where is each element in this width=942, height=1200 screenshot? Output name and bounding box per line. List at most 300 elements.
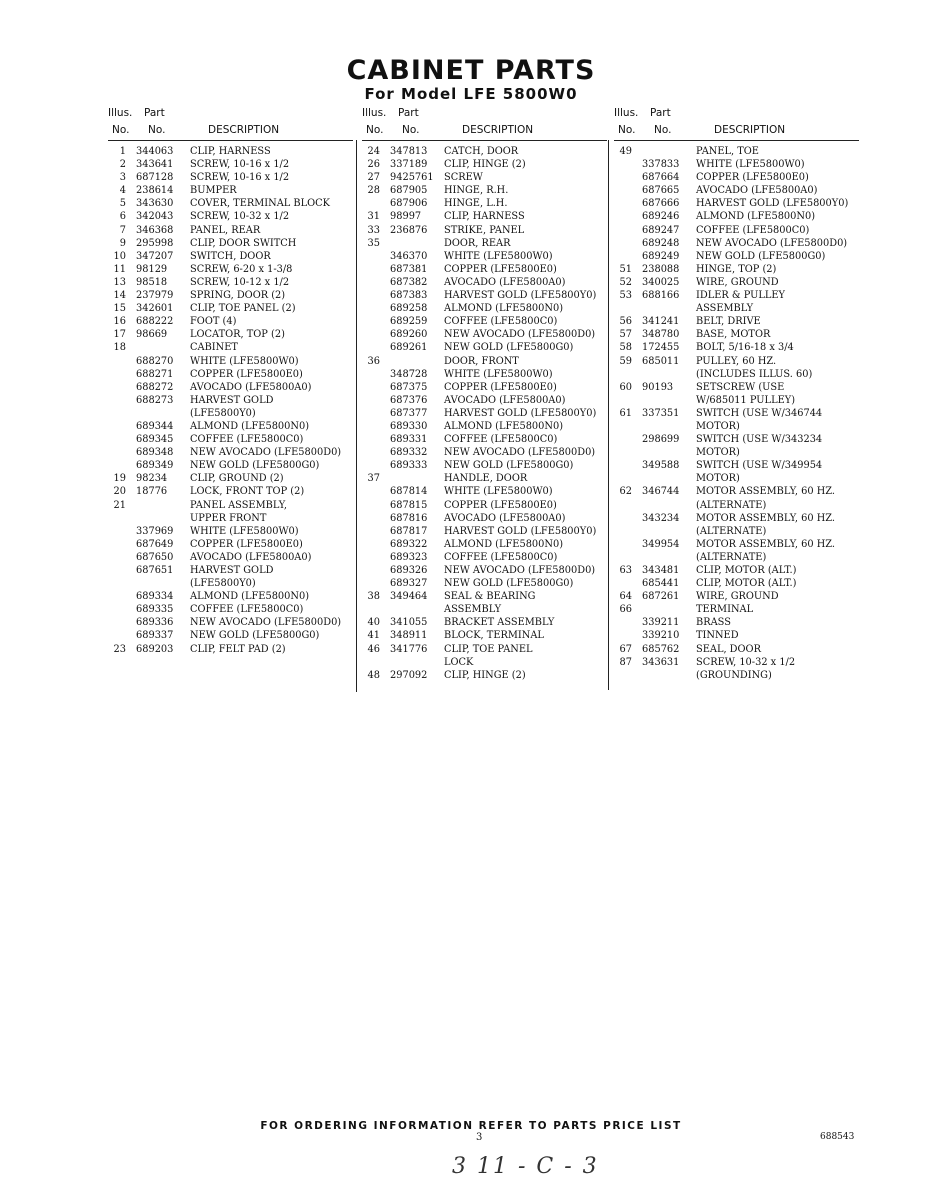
description-cell: SCREW xyxy=(444,172,483,184)
description-cell: NEW GOLD (LFE5800G0) xyxy=(696,250,826,262)
description-cell: CATCH, DOOR xyxy=(444,146,519,157)
parts-column-3 xyxy=(614,107,859,682)
description-cell: WHITE (LFE5800W0) xyxy=(444,486,553,498)
description-cell: SCREW, 10-32 x 1/2 xyxy=(190,211,290,223)
table-row xyxy=(614,263,859,276)
part-no-cell: 342601 xyxy=(136,303,174,315)
illus-no-cell: 35 xyxy=(367,237,380,249)
description-cell: WHITE (LFE5800W0) xyxy=(444,368,553,380)
description-cell: SCREW, 10-12 x 1/2 xyxy=(190,276,290,288)
description-cell: COFFEE (LFE5800C0) xyxy=(444,434,558,446)
illus-no-cell: 61 xyxy=(619,407,632,419)
description-cell: NEW AVOCADO (LFE5800D0) xyxy=(190,617,342,629)
table-row xyxy=(108,525,353,538)
column-header xyxy=(108,107,353,141)
table-row xyxy=(108,302,353,315)
table-row xyxy=(362,499,607,512)
parts-column-2 xyxy=(362,107,607,682)
illus-no-cell: 60 xyxy=(619,381,632,393)
table-row xyxy=(362,446,607,459)
table-row xyxy=(614,276,859,289)
illus-no-cell: 11 xyxy=(113,263,126,275)
description-cell: SWITCH (USE W/343234 xyxy=(696,434,823,446)
description-cell: CLIP, HINGE (2) xyxy=(444,159,526,171)
part-no-cell: 689344 xyxy=(136,420,174,432)
table-row xyxy=(108,224,353,237)
table-row xyxy=(362,472,607,485)
part-no-cell: 689246 xyxy=(642,211,680,223)
column-divider xyxy=(608,140,609,690)
parts-column-1 xyxy=(108,107,353,656)
description-cell: CLIP, TOE PANEL xyxy=(444,643,533,655)
part-no-cell: 295998 xyxy=(136,237,174,249)
table-row xyxy=(108,446,353,459)
table-row xyxy=(362,459,607,472)
table-row xyxy=(614,250,859,263)
table-row xyxy=(108,538,353,551)
header-description: DESCRIPTION xyxy=(462,124,534,136)
description-cell: NEW AVOCADO (LFE5800D0) xyxy=(444,329,596,341)
part-no-cell: 685762 xyxy=(642,643,680,655)
description-cell: SWITCH, DOOR xyxy=(190,250,271,262)
part-no-cell: 9425761 xyxy=(390,172,434,184)
description-cell: AVOCADO (LFE5800A0) xyxy=(444,276,566,288)
column-header xyxy=(614,107,859,141)
description-cell: HINGE, R.H. xyxy=(444,185,509,197)
column-divider xyxy=(356,140,357,692)
description-cell: NEW GOLD (LFE5800G0) xyxy=(444,578,574,590)
description-cell: TERMINAL xyxy=(696,604,754,616)
part-no-cell: 689336 xyxy=(136,617,174,629)
description-cell: ALMOND (LFE5800N0) xyxy=(444,303,564,315)
description-cell: DOOR, FRONT xyxy=(444,355,519,367)
header-part-no: No. xyxy=(654,124,672,136)
part-no-cell: 689333 xyxy=(390,460,428,472)
table-row xyxy=(108,643,353,656)
part-no-cell: 689349 xyxy=(136,460,174,472)
table-row xyxy=(362,315,607,328)
description-cell: WIRE, GROUND xyxy=(696,276,779,288)
table-row xyxy=(362,616,607,629)
table-row xyxy=(108,616,353,629)
part-no-cell: 687376 xyxy=(390,394,428,406)
part-no-cell: 687261 xyxy=(642,591,680,603)
part-no-cell: 172455 xyxy=(642,342,680,354)
table-row xyxy=(108,210,353,223)
description-cell: NEW AVOCADO (LFE5800D0) xyxy=(190,447,342,459)
part-no-cell: 689327 xyxy=(390,578,428,590)
table-row xyxy=(362,394,607,407)
table-row xyxy=(614,459,859,472)
table-row xyxy=(108,341,353,354)
part-no-cell: 688273 xyxy=(136,394,174,406)
part-no-cell: 349464 xyxy=(390,591,428,603)
description-cell: ASSEMBLY xyxy=(696,303,754,315)
table-row xyxy=(614,603,859,616)
table-row xyxy=(362,250,607,263)
illus-no-cell: 58 xyxy=(619,342,632,354)
illus-no-cell: 48 xyxy=(367,669,380,681)
part-no-cell: 348911 xyxy=(390,630,428,642)
description-cell: BRACKET ASSEMBLY xyxy=(444,617,555,629)
page-number: 3 xyxy=(476,1132,483,1143)
table-row xyxy=(362,224,607,237)
table-row xyxy=(108,381,353,394)
table-row xyxy=(108,420,353,433)
description-cell: SWITCH (USE W/346744 xyxy=(696,407,823,419)
header-part-no: No. xyxy=(148,124,166,136)
illus-no-cell: 5 xyxy=(119,198,126,210)
illus-no-cell: 13 xyxy=(113,276,126,288)
table-row xyxy=(362,564,607,577)
illus-no-cell: 67 xyxy=(619,643,632,655)
description-cell: IDLER & PULLEY xyxy=(696,290,786,302)
part-no-cell: 18776 xyxy=(136,486,168,498)
part-no-cell: 349588 xyxy=(642,460,680,472)
table-row xyxy=(362,669,607,682)
description-cell: MOTOR) xyxy=(696,473,740,485)
description-cell: MOTOR ASSEMBLY, 60 HZ. xyxy=(696,512,836,524)
part-no-cell: 348780 xyxy=(642,329,680,341)
description-cell: CLIP, HARNESS xyxy=(444,211,525,223)
part-no-cell: 339210 xyxy=(642,630,680,642)
illus-no-cell: 20 xyxy=(113,486,126,498)
description-cell: COVER, TERMINAL BLOCK xyxy=(190,198,330,210)
illus-no-cell: 57 xyxy=(619,329,632,341)
table-row xyxy=(614,302,859,315)
table-row xyxy=(362,433,607,446)
illus-no-cell: 14 xyxy=(113,290,126,302)
description-cell: AVOCADO (LFE5800A0) xyxy=(696,185,818,197)
part-no-cell: 689348 xyxy=(136,447,174,459)
part-no-cell: 688270 xyxy=(136,355,174,367)
table-row xyxy=(362,263,607,276)
table-row xyxy=(362,158,607,171)
part-no-cell: 689247 xyxy=(642,224,680,236)
table-row xyxy=(108,499,353,512)
description-cell: SWITCH (USE W/349954 xyxy=(696,460,823,472)
part-no-cell: 687649 xyxy=(136,538,174,550)
part-no-cell: 343631 xyxy=(642,656,680,668)
description-cell: CLIP, MOTOR (ALT.) xyxy=(696,565,797,576)
description-cell: AVOCADO (LFE5800A0) xyxy=(190,381,312,393)
illus-no-cell: 26 xyxy=(367,159,380,171)
description-cell: BELT, DRIVE xyxy=(696,316,761,328)
description-cell: HINGE, TOP (2) xyxy=(696,263,777,275)
illus-no-cell: 2 xyxy=(119,159,126,171)
description-cell: HARVEST GOLD (LFE5800Y0) xyxy=(444,407,597,419)
document-number: 688543 xyxy=(820,1132,855,1142)
table-row xyxy=(362,171,607,184)
table-row xyxy=(108,145,353,158)
description-cell: STRIKE, PANEL xyxy=(444,224,525,236)
illus-no-cell: 36 xyxy=(367,355,380,367)
table-row xyxy=(614,355,859,368)
table-row xyxy=(362,145,607,158)
part-no-cell: 337833 xyxy=(642,159,680,171)
part-no-cell: 687375 xyxy=(390,381,428,393)
description-cell: (LFE5800Y0) xyxy=(190,578,256,590)
illus-no-cell: 27 xyxy=(367,172,380,184)
table-row xyxy=(108,263,353,276)
header-illus: Illus. xyxy=(362,107,387,119)
header-part-no: No. xyxy=(402,124,420,136)
table-row xyxy=(614,315,859,328)
description-cell: CLIP, DOOR SWITCH xyxy=(190,237,297,249)
description-cell: HARVEST GOLD (LFE5800Y0) xyxy=(696,198,849,210)
part-no-cell: 687128 xyxy=(136,172,174,184)
illus-no-cell: 23 xyxy=(113,643,126,655)
part-no-cell: 343481 xyxy=(642,565,680,576)
description-cell: HARVEST GOLD (LFE5800Y0) xyxy=(444,290,597,302)
table-row xyxy=(362,603,607,616)
header-part: Part xyxy=(144,107,165,119)
description-cell: CLIP, FELT PAD (2) xyxy=(190,643,286,655)
table-row xyxy=(108,197,353,210)
table-row xyxy=(614,341,859,354)
part-no-cell: 687815 xyxy=(390,499,428,511)
table-row xyxy=(108,171,353,184)
table-row xyxy=(614,577,859,590)
table-row xyxy=(108,158,353,171)
description-cell: PANEL ASSEMBLY, xyxy=(190,499,288,511)
illus-no-cell: 41 xyxy=(367,630,380,642)
table-row xyxy=(614,643,859,656)
table-row xyxy=(108,564,353,577)
part-no-cell: 689326 xyxy=(390,565,428,576)
description-cell: NEW AVOCADO (LFE5800D0) xyxy=(696,237,848,249)
illus-no-cell: 7 xyxy=(119,224,126,236)
description-cell: CLIP, MOTOR (ALT.) xyxy=(696,578,797,590)
illus-no-cell: 18 xyxy=(113,342,126,354)
description-cell: ASSEMBLY xyxy=(444,604,502,616)
table-row xyxy=(614,669,859,682)
description-cell: ALMOND (LFE5800N0) xyxy=(190,591,310,603)
description-cell: COPPER (LFE5800E0) xyxy=(696,172,809,184)
parts-rows xyxy=(362,145,607,682)
table-row xyxy=(362,590,607,603)
table-row xyxy=(614,171,859,184)
illus-no-cell: 16 xyxy=(113,316,126,328)
description-cell: SEAL & BEARING xyxy=(444,591,536,603)
description-cell: NEW AVOCADO (LFE5800D0) xyxy=(444,565,596,576)
table-row xyxy=(362,643,607,656)
table-row xyxy=(362,551,607,564)
table-row xyxy=(614,525,859,538)
page-subtitle: For Model LFE 5800W0 xyxy=(364,85,578,103)
description-cell: ALMOND (LFE5800N0) xyxy=(444,420,564,432)
description-cell: UPPER FRONT xyxy=(190,512,267,524)
description-cell: WIRE, GROUND xyxy=(696,591,779,603)
table-row xyxy=(108,368,353,381)
part-no-cell: 688271 xyxy=(136,368,174,380)
description-cell: W/685011 PULLEY) xyxy=(696,394,796,406)
description-cell: AVOCADO (LFE5800A0) xyxy=(444,512,566,524)
table-row xyxy=(614,590,859,603)
description-cell: BOLT, 5/16-18 x 3/4 xyxy=(696,342,794,354)
description-cell: FOOT (4) xyxy=(190,316,237,328)
description-cell: PANEL, TOE xyxy=(696,146,759,157)
part-no-cell: 90193 xyxy=(642,381,674,393)
description-cell: NEW GOLD (LFE5800G0) xyxy=(444,460,574,472)
part-no-cell: 341776 xyxy=(390,643,428,655)
table-row xyxy=(108,551,353,564)
table-row xyxy=(614,328,859,341)
table-row xyxy=(362,302,607,315)
table-row xyxy=(362,197,607,210)
part-no-cell: 687814 xyxy=(390,486,428,498)
illus-no-cell: 10 xyxy=(113,250,126,262)
part-no-cell: 346368 xyxy=(136,224,174,236)
part-no-cell: 685441 xyxy=(642,578,680,590)
table-row xyxy=(614,368,859,381)
description-cell: HARVEST GOLD xyxy=(190,565,274,576)
part-no-cell: 98669 xyxy=(136,329,168,341)
table-row xyxy=(614,512,859,525)
illus-no-cell: 21 xyxy=(113,499,126,511)
part-no-cell: 689337 xyxy=(136,630,174,642)
table-row xyxy=(362,341,607,354)
illus-no-cell: 49 xyxy=(619,146,632,157)
description-cell: WHITE (LFE5800W0) xyxy=(190,525,299,537)
part-no-cell: 687666 xyxy=(642,198,680,210)
part-no-cell: 687382 xyxy=(390,276,428,288)
table-row xyxy=(362,656,607,669)
description-cell: (LFE5800Y0) xyxy=(190,407,256,419)
illus-no-cell: 51 xyxy=(619,263,632,275)
description-cell: COFFEE (LFE5800C0) xyxy=(190,434,304,446)
description-cell: SCREW, 10-32 x 1/2 xyxy=(696,656,796,668)
page-title: CABINET PARTS xyxy=(346,55,596,86)
table-row xyxy=(614,616,859,629)
part-no-cell: 685011 xyxy=(642,355,680,367)
table-row xyxy=(614,237,859,250)
description-cell: LOCK xyxy=(444,656,474,668)
illus-no-cell: 46 xyxy=(367,643,380,655)
table-row xyxy=(362,276,607,289)
description-cell: COFFEE (LFE5800C0) xyxy=(190,604,304,616)
table-row xyxy=(614,197,859,210)
ordering-footer: FOR ORDERING INFORMATION REFER TO PARTS PRICE LIST xyxy=(260,1120,682,1132)
part-no-cell: 689203 xyxy=(136,643,174,655)
description-cell: BLOCK, TERMINAL xyxy=(444,630,544,642)
table-row xyxy=(108,577,353,590)
part-no-cell: 687906 xyxy=(390,198,428,210)
table-row xyxy=(108,276,353,289)
description-cell: SETSCREW (USE xyxy=(696,381,785,393)
part-no-cell: 346370 xyxy=(390,250,428,262)
part-no-cell: 687664 xyxy=(642,172,680,184)
table-row xyxy=(108,328,353,341)
description-cell: SCREW, 10-16 x 1/2 xyxy=(190,172,290,184)
description-cell: COPPER (LFE5800E0) xyxy=(444,263,557,275)
table-row xyxy=(108,250,353,263)
description-cell: HINGE, L.H. xyxy=(444,198,508,210)
table-row xyxy=(614,485,859,498)
table-row xyxy=(362,420,607,433)
illus-no-cell: 6 xyxy=(119,211,126,223)
header-part: Part xyxy=(398,107,419,119)
description-cell: MOTOR ASSEMBLY, 60 HZ. xyxy=(696,486,836,498)
description-cell: COPPER (LFE5800E0) xyxy=(190,368,303,380)
part-no-cell: 342043 xyxy=(136,211,174,223)
table-row xyxy=(614,184,859,197)
description-cell: ALMOND (LFE5800N0) xyxy=(190,420,310,432)
description-cell: PULLEY, 60 HZ. xyxy=(696,355,777,367)
part-no-cell: 689322 xyxy=(390,538,428,550)
table-row xyxy=(614,656,859,669)
table-row xyxy=(108,629,353,642)
table-row xyxy=(108,394,353,407)
part-no-cell: 688272 xyxy=(136,381,174,393)
part-no-cell: 689345 xyxy=(136,434,174,446)
part-no-cell: 337969 xyxy=(136,525,174,537)
part-no-cell: 340025 xyxy=(642,276,680,288)
table-row xyxy=(108,237,353,250)
table-row xyxy=(362,368,607,381)
header-illus-no: No. xyxy=(112,124,130,136)
description-cell: HARVEST GOLD (LFE5800Y0) xyxy=(444,525,597,537)
table-row xyxy=(614,446,859,459)
part-no-cell: 343234 xyxy=(642,512,680,524)
table-row xyxy=(614,420,859,433)
header-illus-no: No. xyxy=(618,124,636,136)
description-cell: MOTOR) xyxy=(696,420,740,432)
part-no-cell: 687377 xyxy=(390,407,428,419)
table-row xyxy=(108,512,353,525)
part-no-cell: 687817 xyxy=(390,525,428,537)
description-cell: (ALTERNATE) xyxy=(696,525,767,537)
header-description: DESCRIPTION xyxy=(714,124,786,136)
table-row xyxy=(362,381,607,394)
description-cell: CLIP, HINGE (2) xyxy=(444,669,526,681)
table-row xyxy=(362,328,607,341)
description-cell: COFFEE (LFE5800C0) xyxy=(444,316,558,328)
table-row xyxy=(108,459,353,472)
table-row xyxy=(614,145,859,158)
table-row xyxy=(362,538,607,551)
description-cell: (GROUNDING) xyxy=(696,669,772,681)
illus-no-cell: 15 xyxy=(113,303,126,315)
table-row xyxy=(108,590,353,603)
illus-no-cell: 31 xyxy=(367,211,380,223)
part-no-cell: 689260 xyxy=(390,329,428,341)
part-no-cell: 98234 xyxy=(136,473,168,485)
column-header xyxy=(362,107,607,141)
description-cell: BASE, MOTOR xyxy=(696,329,771,341)
description-cell: COPPER (LFE5800E0) xyxy=(444,381,557,393)
part-no-cell: 349954 xyxy=(642,538,680,550)
illus-no-cell: 37 xyxy=(367,473,380,485)
part-no-cell: 337351 xyxy=(642,407,680,419)
description-cell: LOCK, FRONT TOP (2) xyxy=(190,486,305,498)
part-no-cell: 348728 xyxy=(390,368,428,380)
description-cell: WHITE (LFE5800W0) xyxy=(696,159,805,171)
part-no-cell: 98129 xyxy=(136,263,168,275)
table-row xyxy=(614,472,859,485)
description-cell: NEW GOLD (LFE5800G0) xyxy=(190,460,320,472)
table-row xyxy=(614,224,859,237)
table-row xyxy=(108,407,353,420)
illus-no-cell: 9 xyxy=(119,237,126,249)
table-row xyxy=(362,210,607,223)
part-no-cell: 689332 xyxy=(390,447,428,459)
description-cell: TINNED xyxy=(696,630,739,642)
table-row xyxy=(614,289,859,302)
description-cell: COFFEE (LFE5800C0) xyxy=(696,224,810,236)
part-no-cell: 238088 xyxy=(642,263,680,275)
part-no-cell: 688166 xyxy=(642,290,680,302)
